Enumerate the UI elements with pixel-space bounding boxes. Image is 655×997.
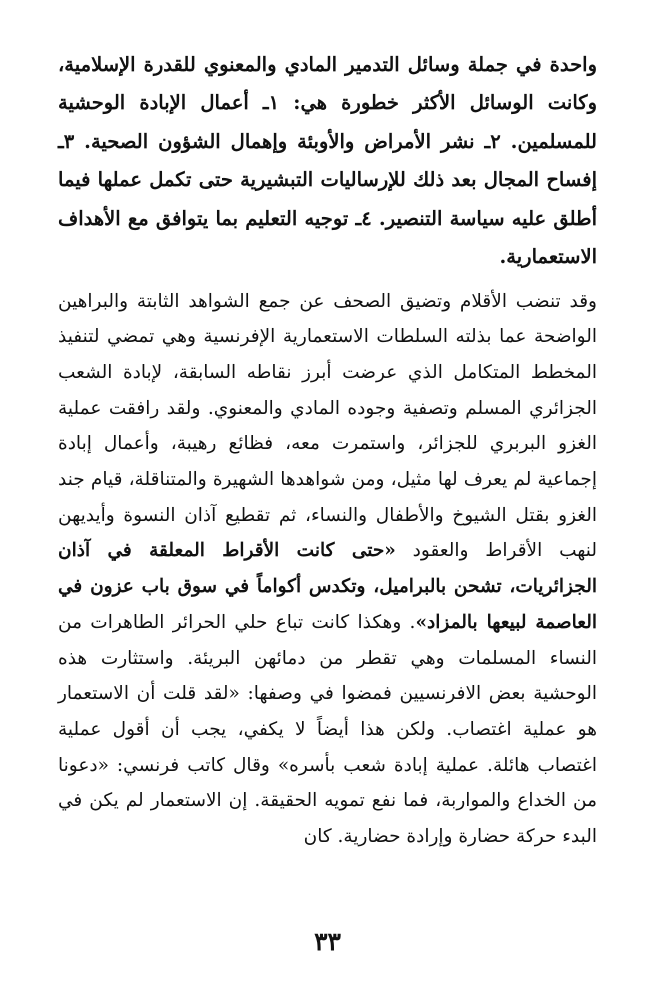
body-text-intro: وقد تنضب الأقلام وتضيق الصحف عن جمع الشواهد الثابتة والبراهين الواضحة عما بذلته السلطات الاستعمارية الإفرنسية وهي تمضي لتنفيذ المخطط المتكامل الذي عرضت أبرز نقاطه السابقة، لإبادة الشعب الجزائري المسلم وتصفية وجوده المادي والمعنوي. ولقد رافقت عملية الغزو البربري للجزائر، واستمرت معه، فظائع رهيبة، وأعمال إبادة إجماعية لم يعرف لها مثيل، ومن شواهدها الشهيرة والمتناقلة، قيام جند الغزو بقتل الشيوخ والأطفال والنساء، ثم تقطيع آذان النسوة وأيديهن لنهب الأقراط والعقود	[58, 290, 597, 562]
body-text-continuation: . وهكذا كانت تباع حلي الحرائر الطاهرات من النساء المسلمات وهي تقطر من دمائهن البريئة. واستثارت هذه الوحشية بعض الافرنسيين فمضوا في وصفها: «لقد قلت أن الاستعمار هو عملية اغتصاب. ولكن هذا أيضاً لا يكفي، يجب أن أقول عملية اغتصاب هائلة. عملية إبادة شعب بأسره» وقال كاتب فرنسي: «دعونا من الخداع والمواربة، فما نفع تمويه الحقيقة. إن الاستعمار لم يكن في البدء حركة حضارة وإرادة حضارية. كان	[58, 611, 597, 848]
opening-paragraph: واحدة في جملة وسائل التدمير المادي والمعنوي للقدرة الإسلامية، وكانت الوسائل الأكثر خطورة هي: ١ـ أعمال الإبادة الوحشية للمسلمين. ٢ـ نشر الأمراض والأوبئة وإهمال الشؤون الصحية. ٣ـ إفساح المجال بعد ذلك للإرساليات التبشيرية حتى تكمل عملها فيما أطلق عليه سياسة التنصير. ٤ـ توجيه التعليم بما يتوافق مع الأهداف الاستعمارية.	[58, 52, 598, 269]
bold-quotation: «حتى كانت الأقراط المعلقة في آذان الجزائريات، تشحن بالبراميل، وتكدس أكواماً في سوق باب عزون في العاصمة لبيعها بالمزاد»	[58, 540, 597, 633]
body-paragraph	[58, 284, 597, 855]
page-number: ٣٣	[314, 927, 341, 956]
